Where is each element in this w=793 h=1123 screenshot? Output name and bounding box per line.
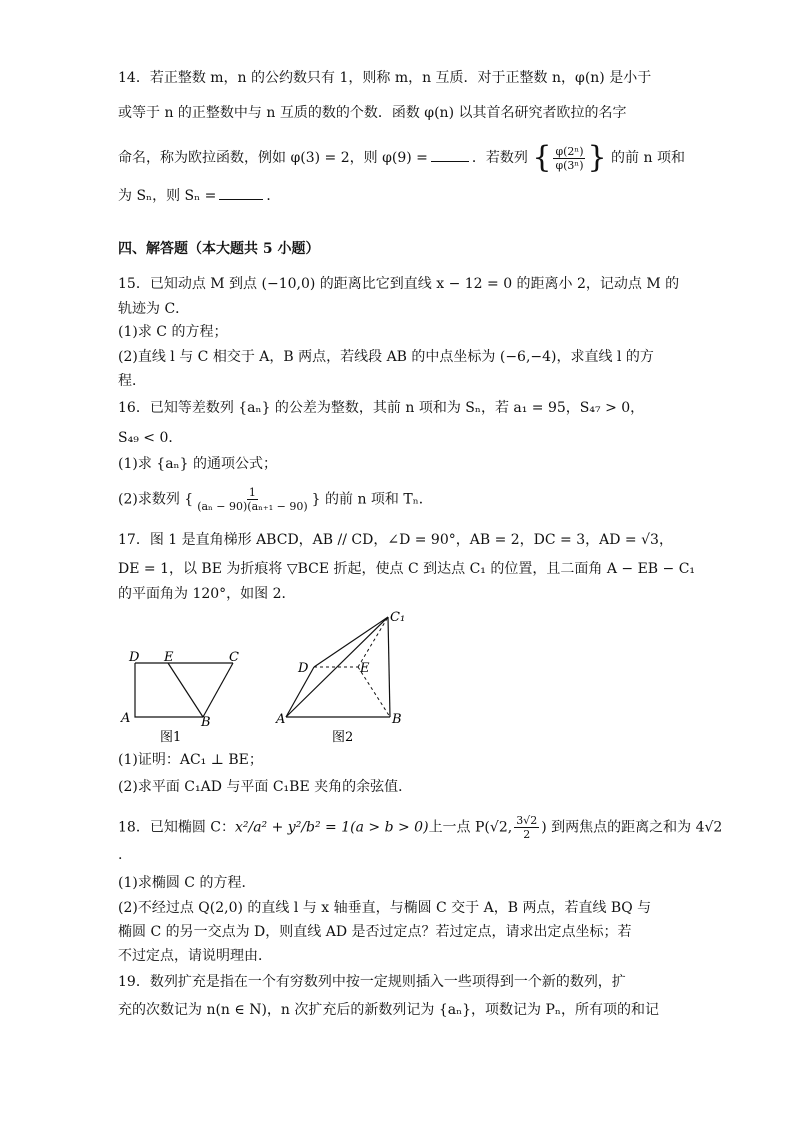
q16-part2b: } 的前 n 项和 Tₙ． — [311, 491, 433, 508]
q14-line2: 或等于 n 的正整数中与 n 互质的数的个数．函数 φ(n) 以其首名研究者欧拉的名字 — [118, 105, 627, 121]
q17-part2: (2)求平面 C₁AD 与平面 C₁BE 夹角的余弦值． — [118, 779, 413, 795]
q15-line2: 轨迹为 C． — [118, 301, 190, 317]
q14-line1: 14．若正整数 m，n 的公约数只有 1，则称 m，n 互质．对于正整数 n，φ(n) 是小于 — [118, 70, 652, 86]
fig2-label-C1: C₁ — [390, 610, 406, 625]
fig1-label-D: D — [129, 650, 140, 665]
fig2-label-A: A — [276, 712, 286, 727]
q15-part2a: (2)直线 l 与 C 相交于 A，B 两点，若线段 AB 的中点坐标为 (−6,−4)，求直线 l 的方 — [118, 349, 654, 365]
q17-line3: 的平面角为 120°，如图 2． — [118, 586, 296, 602]
q18-line1c: ) 到两焦点的距离之和为 4√2 — [541, 819, 723, 836]
q16-line2: S₄₉ < 0． — [118, 430, 183, 446]
fig2-edge-DC1 — [314, 617, 388, 667]
fig1-outline-left — [135, 663, 203, 717]
q15-line1: 15．已知动点 M 到点 (−10,0) 的距离比它到直线 x − 12 = 0 的距离小 2，记动点 M 的 — [118, 276, 680, 292]
q16-frac-num: 1 — [248, 486, 256, 499]
q14-line3a: 命名，称为欧拉函数，例如 φ(3) = 2，则 φ(9) = — [118, 150, 428, 166]
q14-line3c: 的前 n 项和 — [611, 150, 685, 166]
q16-frac-den: (aₙ − 90)(aₙ₊₁ − 90) — [197, 500, 308, 513]
q14-line4b: ． — [266, 188, 281, 204]
q16-part2 — [118, 486, 433, 513]
q16-fraction — [195, 486, 309, 513]
q16-part1: (1)求 {aₙ} 的通项公式； — [118, 456, 277, 472]
q14-frac-num: φ(2ⁿ) — [555, 144, 584, 158]
fig1-edge-EB — [168, 663, 203, 717]
q18-line1b: 上一点 P(√2, — [428, 819, 513, 836]
q14-line3b: ．若数列 — [471, 150, 528, 166]
figure-1 — [115, 645, 250, 745]
q14-blank1 — [431, 149, 469, 162]
q19-line2: 充的次数记为 n(n ∈ N)，n 次扩充后的新数列记为 {aₙ}，项数记为 Pₙ，所有项的和记 — [118, 1002, 659, 1018]
q17-line1: 17．图 1 是直角梯形 ABCD，AB // CD，∠D = 90°，AB = 2，DC = 3，AD = √3， — [118, 532, 673, 548]
fig2-label-B: B — [392, 712, 402, 727]
q18-line1a: 18．已知椭圆 C： — [118, 819, 235, 836]
q17-line2: DE = 1，以 BE 为折痕将 ▽BCE 折起，使点 C 到达点 C₁ 的位置，且二面角 A − EB − C₁ — [118, 561, 696, 577]
q18-part2a: (2)不经过点 Q(2,0) 的直线 l 与 x 轴垂直，与椭圆 C 交于 A，B 两点，若直线 BQ 与 — [118, 900, 652, 916]
section-heading: 四、解答题（本大题共 5 小题） — [118, 241, 320, 257]
fig2-caption: 图2 — [332, 730, 354, 745]
q14-blank2 — [219, 187, 263, 200]
q18-point-fraction — [514, 814, 539, 841]
fig2-label-E: E — [360, 661, 370, 676]
q15-part1: (1)求 C 的方程； — [118, 324, 228, 340]
figure-2 — [270, 605, 425, 745]
fig1-label-B: B — [201, 715, 211, 730]
q14-line4a: 为 Sₙ，则 Sₙ = — [118, 188, 217, 204]
right-brace: } — [587, 140, 607, 175]
q18-p-den: 2 — [523, 828, 531, 841]
q18-part1: (1)求椭圆 C 的方程． — [118, 875, 256, 891]
q14-fraction — [553, 145, 585, 172]
q15-part2b: 程． — [118, 373, 146, 389]
fig1-label-A: A — [121, 711, 131, 726]
q14-frac-den: φ(3ⁿ) — [555, 158, 584, 172]
q18-line2: . — [118, 847, 123, 863]
q19-line1: 19．数列扩充是指在一个有穷数列中按一定规则插入一些项得到一个新的数列，扩 — [118, 974, 626, 990]
left-brace: { — [532, 140, 552, 175]
q18-part2c: 不过定点，请说明理由． — [118, 948, 272, 964]
fig2-edge-BC1 — [388, 617, 390, 717]
q14-line4 — [118, 186, 280, 206]
fig1-label-C: C — [229, 650, 239, 665]
q16-part2a: (2)求数列 { — [118, 491, 194, 508]
q18-line1 — [118, 814, 722, 841]
q17-part1: (1)证明：AC₁ ⊥ BE； — [118, 752, 263, 768]
q18-p-num: 3√2 — [516, 814, 538, 827]
q16-line1: 16．已知等差数列 {aₙ} 的公差为整数，其前 n 项和为 Sₙ，若 a₁ = 95，S₄₇ > 0， — [118, 400, 645, 416]
fig2-label-D: D — [298, 661, 309, 676]
q18-part2b: 椭圆 C 的另一交点为 D，则直线 AD 是否过定点？若过定点，请求出定点坐标；若 — [118, 924, 632, 940]
q14-line3 — [118, 140, 685, 175]
fig1-caption: 图1 — [160, 730, 182, 745]
fig1-edge-CB — [203, 663, 233, 717]
fig1-label-E: E — [164, 650, 174, 665]
q18-ellipse-equation: x²/a² + y²/b² = 1(a > b > 0) — [234, 819, 429, 836]
